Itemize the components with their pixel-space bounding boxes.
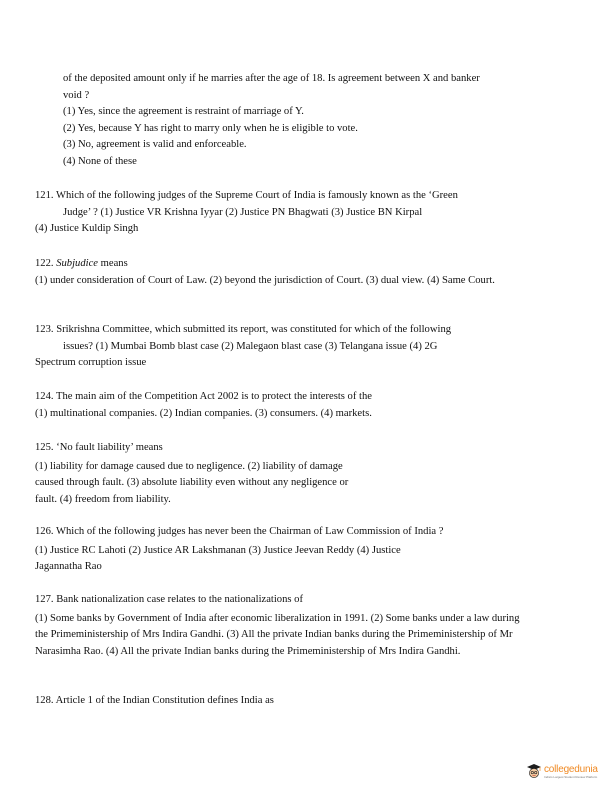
question-options: (1) Some banks by Government of India after economic liberalization in 1991. (2) Some banks under a law during the Primeministership of Mrs Indira Gandhi. (3) All the private Indian banks during the Primeministership of Mr Narasimha Rao. (4) All the private Indian banks during the Primeministership of Mrs Indira Gandhi. (35, 612, 520, 657)
question-stem: 127. Bank nationalization case relates to the nationalizations of (35, 594, 303, 605)
student-mascot-icon (525, 762, 543, 780)
question-options: (4) Justice Kuldip Singh (35, 223, 139, 235)
question-number: 122. (35, 258, 54, 269)
question-127 (35, 592, 535, 660)
question-options: (1) Justice RC Lahoti (2) Justice AR Lakshmanan (3) Justice Jeevan Reddy (4) Justice (35, 544, 401, 556)
question-125 (35, 440, 348, 508)
question-121 (35, 188, 458, 238)
question-options: (1) under consideration of Court of Law. (2) beyond the jurisdiction of Court. (3) dual view. (4) Same Court. (35, 274, 495, 286)
question-122 (35, 256, 535, 289)
logo-tagline: India's Largest Student Review Platform (544, 774, 598, 779)
question-128 (35, 693, 274, 710)
question-stem: 125. ‘No fault liability’ means (35, 442, 163, 453)
question-options: caused through fault. (3) absolute liability even without any negligence or (35, 477, 349, 489)
question-options: (1) liability for damage caused due to negligence. (2) liability of damage (35, 460, 343, 472)
collegedunia-logo (525, 757, 611, 785)
italic-term: Subjudice (56, 258, 98, 269)
question-options: fault. (4) freedom from liability. (35, 493, 171, 505)
question-stem: 124. The main aim of the Competition Act 2002 is to protect the interests of the (35, 391, 372, 402)
question-stem (35, 256, 535, 273)
question-options: issues? (1) Mumbai Bomb blast case (2) Malegaon blast case (3) Telangana issue (4) 2G (63, 340, 438, 352)
question-stem-line: of the deposited amount only if he marries after the age of 18. Is agreement between X and banker (63, 73, 480, 84)
question-123 (35, 322, 451, 372)
question-126 (35, 524, 443, 576)
question-119-continuation (63, 71, 480, 171)
option: (1) Yes, since the agreement is restraint of marriage of Y. (63, 106, 304, 118)
question-options: Judge’ ? (1) Justice VR Krishna Iyyar (2) Justice PN Bhagwati (3) Justice BN Kirpal (63, 206, 423, 218)
question-stem: 126. Which of the following judges has never been the Chairman of Law Commission of India ? (35, 526, 444, 537)
option: (3) No, agreement is valid and enforceable. (63, 139, 247, 151)
option: (2) Yes, because Y has right to marry only when he is eligible to vote. (63, 122, 358, 134)
question-stem-line: void ? (63, 89, 90, 101)
question-options: Spectrum corruption issue (35, 357, 147, 369)
logo-wordmark: collegedunia (544, 763, 598, 775)
question-124 (35, 389, 372, 422)
option: (4) None of these (63, 155, 137, 167)
question-stem: 128. Article 1 of the Indian Constitution defines India as (35, 695, 274, 706)
question-options: Jagannatha Rao (35, 561, 102, 573)
question-stem-rest: means (100, 258, 128, 269)
question-stem: 123. Srikrishna Committee, which submitted its report, was constituted for which of the following (35, 324, 452, 335)
question-options: (1) multinational companies. (2) Indian companies. (3) consumers. (4) markets. (35, 407, 372, 419)
question-stem: 121. Which of the following judges of the Supreme Court of India is famously known as the ‘Green (35, 190, 458, 201)
